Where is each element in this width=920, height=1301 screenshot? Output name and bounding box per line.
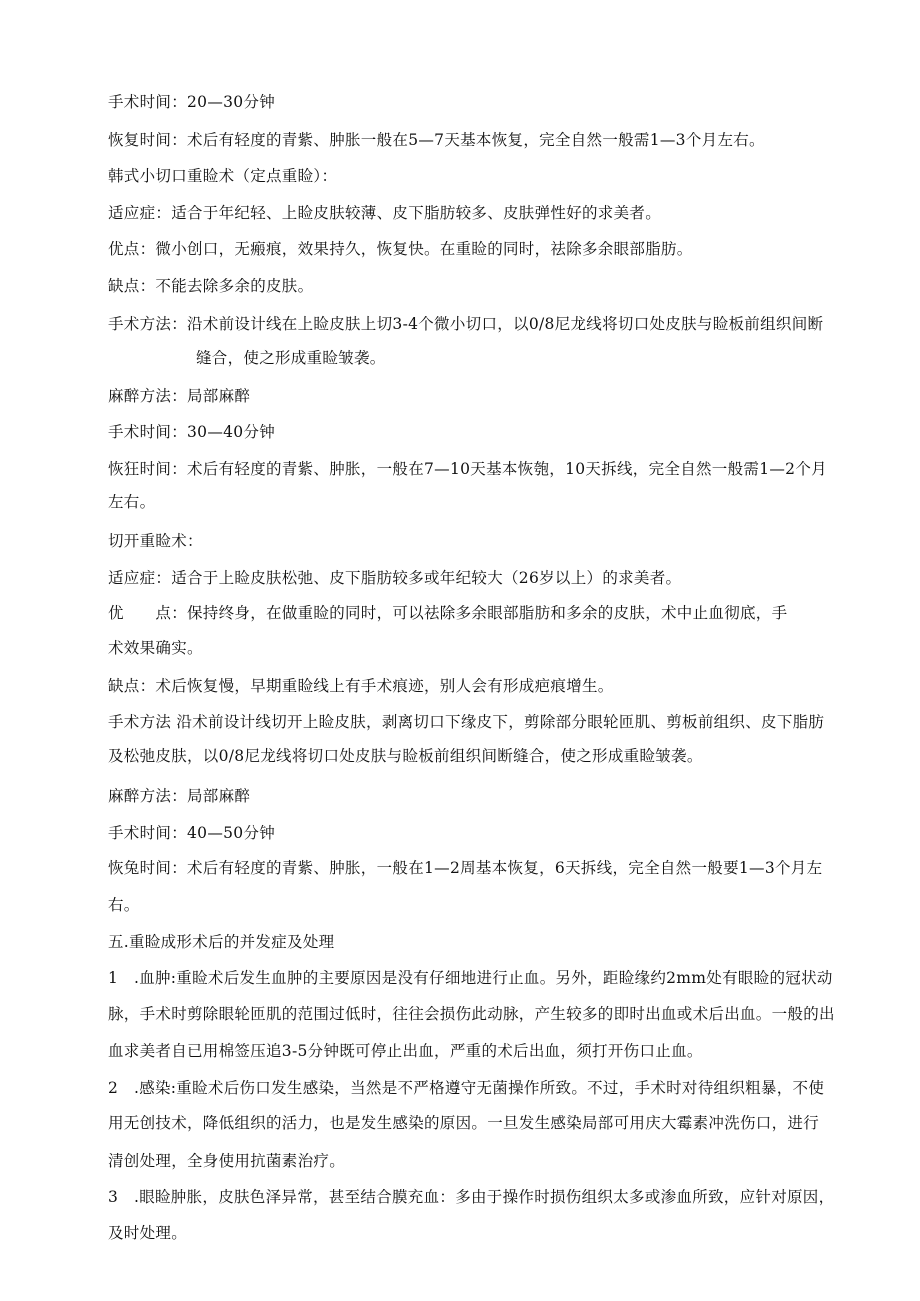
text-line: 脉，手术时剪除眼轮匝肌的范围过低时，往往会损伤此动脉，产生较多的即时出血或术后出血。一般的出 [108,1005,835,1023]
text-line: 手术方法：沿术前设计线在上睑皮肤上切3-4个微小切口，以0/8尼龙线将切口处皮肤与睑板前组织间断 [108,315,824,333]
text-line: 及松弛皮肤，以0/8尼龙线将切口处皮肤与睑板前组织间断缝合，使之形成重睑皱袭。 [108,747,703,765]
text-line: 左右。 [108,493,156,511]
text-line: 手术方法 沿术前设计线切开上睑皮肤，剥离切口下缘皮下，剪除部分眼轮匝肌、剪板前组织、皮下脂肪 [108,713,825,731]
text-line: 1 .血肿:重睑术后发生血肿的主要原因是没有仔细地进行止血。另外，距睑缘约2mm处有眼睑的冠状动 [108,969,833,987]
text-line: 手术时间：20—30分钟 [108,93,276,111]
text-line: 2 .感染:重睑术后伤口发生感染，当然是不严格遵守无菌操作所致。不过，手术时对待组织粗暴，不使 [108,1079,825,1097]
section-heading: 五.重睑成形术后的并发症及处理 [108,933,335,951]
text-line: 右。 [108,896,140,914]
text-line: 优 点：保持终身，在做重睑的同时，可以祛除多余眼部脂肪和多余的皮肤，术中止血彻底，手 [108,604,788,622]
text-line: 清创处理，全身使用抗菌素治疗。 [108,1152,346,1170]
text-line: 恢复时间：术后有轻度的青紫、肿胀一般在5—7天基本恢复，完全自然一般需1—3个月左右。 [108,131,765,149]
section-heading: 切开重睑术： [108,532,203,550]
text-line: 及时处理。 [108,1224,188,1242]
text-line: 用无创技术，降低组织的活力，也是发生感染的原因。一旦发生感染局部可用庆大霉素冲洗伤口，进行 [108,1114,820,1132]
text-line: 3 .眼睑肿胀，皮肤色泽异常，甚至结合膜充血：多由于操作时损伤组织太多或渗血所致，应针对原因， [108,1188,835,1206]
text-line: 恢兔时间：术后有轻度的青紫、肿胀，一般在1—2周基本恢复，6天拆线，完全自然一般要1—3个月左 [108,859,823,877]
text-line: 适应症：适合于年纪轻、上睑皮肤较薄、皮下脂肪较多、皮肤弹性好的求美者。 [108,204,662,222]
text-line: 恢狂时间：术后有轻度的青紫、肿胀，一般在7—10天基本恢匏，10天拆线，完全自然一般需1—2个月 [108,460,827,478]
text-line: 适应症：适合于上睑皮肤松弛、皮下脂肪较多或年纪较大（26岁以上）的求美者。 [108,569,682,587]
section-heading: 韩式小切口重睑术（定点重睑）： [108,167,338,185]
text-line: 手术时间：30—40分钟 [108,423,276,441]
text-line: 血求美者自已用棉签压追3-5分钟既可停止出血，严重的术后出血，须打开伤口止血。 [108,1042,703,1060]
text-line: 缝合，使之形成重睑皱袭。 [196,349,386,367]
text-line: 术效果确实。 [108,639,203,657]
text-line: 优点：微小创口，无瘢痕，效果持久，恢复快。在重睑的同时，祛除多余眼部脂肪。 [108,240,693,258]
text-line: 麻醉方法：局部麻醉 [108,387,251,405]
text-line: 手术时间：40—50分钟 [108,824,276,842]
text-line: 麻醉方法：局部麻醉 [108,787,251,805]
text-line: 缺点：术后恢复慢，早期重睑线上有手术痕迹，别人会有形成疤痕增生。 [108,677,614,695]
text-line: 缺点：不能去除多余的皮肤。 [108,277,314,295]
